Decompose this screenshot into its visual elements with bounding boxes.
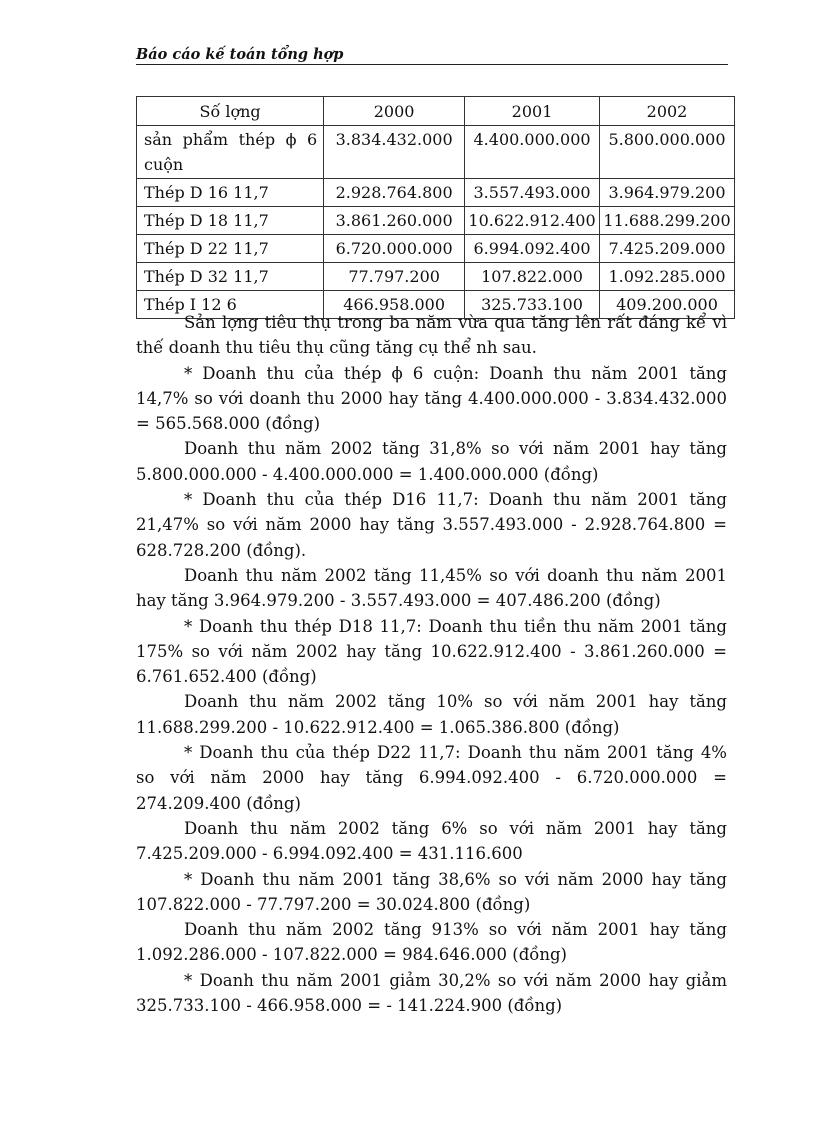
product-cell: Thép D 32 11,7	[137, 263, 324, 291]
value-cell: 6.994.092.400	[465, 235, 600, 263]
page-header-title: Báo cáo kế toán tổng hợp	[136, 46, 344, 63]
value-cell: 409.200.000	[600, 291, 735, 319]
product-cell: Thép I 12 6	[137, 291, 324, 319]
value-cell: 325.733.100	[465, 291, 600, 319]
value-cell: 2.928.764.800	[324, 179, 465, 207]
value-cell: 3.557.493.000	[465, 179, 600, 207]
paragraph: Doanh thu năm 2002 tăng 913% so với năm 2001 hay tăng 1.092.286.000 - 107.822.000 = 984.646.000 (đồng)	[136, 920, 727, 965]
product-cell: Thép D 16 11,7	[137, 179, 324, 207]
table-row	[137, 235, 735, 263]
value-cell: 6.720.000.000	[324, 235, 465, 263]
column-header: Số lợng	[137, 97, 324, 126]
value-cell: 77.797.200	[324, 263, 465, 291]
value-cell: 1.092.285.000	[600, 263, 735, 291]
value-cell: 7.425.209.000	[600, 235, 735, 263]
table-row	[137, 179, 735, 207]
value-cell: 3.861.260.000	[324, 207, 465, 235]
table-row	[137, 126, 735, 179]
column-header: 2000	[324, 97, 465, 126]
value-cell: 11.688.299.200	[600, 207, 735, 235]
product-cell: Thép D 18 11,7	[137, 207, 324, 235]
paragraph: Doanh thu năm 2002 tăng 6% so với năm 2001 hay tăng 7.425.209.000 - 6.994.092.400 = 431.116.600	[136, 818, 727, 864]
paragraph: * Doanh thu của thép D16 11,7: Doanh thu năm 2001 tăng 21,47% so với năm 2000 hay tăng 3.557.493.000 - 2.928.764.800 = 628.728.200 (đồng).	[136, 490, 727, 560]
paragraph: Doanh thu năm 2002 tăng 11,45% so với doanh thu năm 2001 hay tăng 3.964.979.200 - 3.557.493.000 = 407.486.200 (đồng)	[136, 565, 727, 611]
paragraph: Doanh thu năm 2002 tăng 31,8% so với năm 2001 hay tăng 5.800.000.000 - 4.400.000.000 = 1.400.000.000 (đồng)	[136, 439, 727, 484]
report-body	[136, 310, 727, 1018]
value-cell: 3.834.432.000	[324, 126, 465, 179]
table-row	[137, 263, 735, 291]
paragraph: * Doanh thu năm 2001 giảm 30,2% so với năm 2000 hay giảm 325.733.100 - 466.958.000 = - 141.224.900 (đồng)	[136, 970, 727, 1016]
header-rule	[136, 64, 728, 65]
paragraph: * Doanh thu năm 2001 tăng 38,6% so với năm 2000 hay tăng 107.822.000 - 77.797.200 = 30.024.800 (đồng)	[136, 869, 727, 914]
product-cell: Thép D 22 11,7	[137, 235, 324, 263]
value-cell: 3.964.979.200	[600, 179, 735, 207]
value-cell: 4.400.000.000	[465, 126, 600, 179]
value-cell: 5.800.000.000	[600, 126, 735, 179]
value-cell: 466.958.000	[324, 291, 465, 319]
column-header: 2001	[465, 97, 600, 126]
paragraph: * Doanh thu của thép ϕ 6 cuộn: Doanh thu năm 2001 tăng 14,7% so với doanh thu 2000 hay tăng 4.400.000.000 - 3.834.432.000 = 565.568.000 (đồng)	[136, 363, 727, 434]
column-header: 2002	[600, 97, 735, 126]
paragraph: * Doanh thu của thép D22 11,7: Doanh thu năm 2001 tăng 4% so với năm 2000 hay tăng 6.994.092.400 - 6.720.000.000 = 274.209.400 (đồng)	[136, 743, 727, 813]
paragraph: Doanh thu năm 2002 tăng 10% so với năm 2001 hay tăng 11.688.299.200 - 10.622.912.400 = 1.065.386.800 (đồng)	[136, 692, 727, 737]
value-cell: 10.622.912.400	[465, 207, 600, 235]
table-header-row	[137, 97, 735, 126]
value-cell: 107.822.000	[465, 263, 600, 291]
paragraph: Sản lợng tiêu thụ trong ba năm vừa qua tăng lên rất đáng kể vì thế doanh thu tiêu thụ cũng tăng cụ thể nh sau.	[136, 313, 727, 358]
product-cell: sản phẩm thép ϕ 6 cuộn	[137, 126, 324, 179]
table-row	[137, 207, 735, 235]
sales-table	[136, 96, 735, 319]
paragraph: * Doanh thu thép D18 11,7: Doanh thu tiền thu năm 2001 tăng 175% so với năm 2002 hay tăng 10.622.912.400 - 3.861.260.000 = 6.761.652.400 (đồng)	[136, 616, 727, 687]
